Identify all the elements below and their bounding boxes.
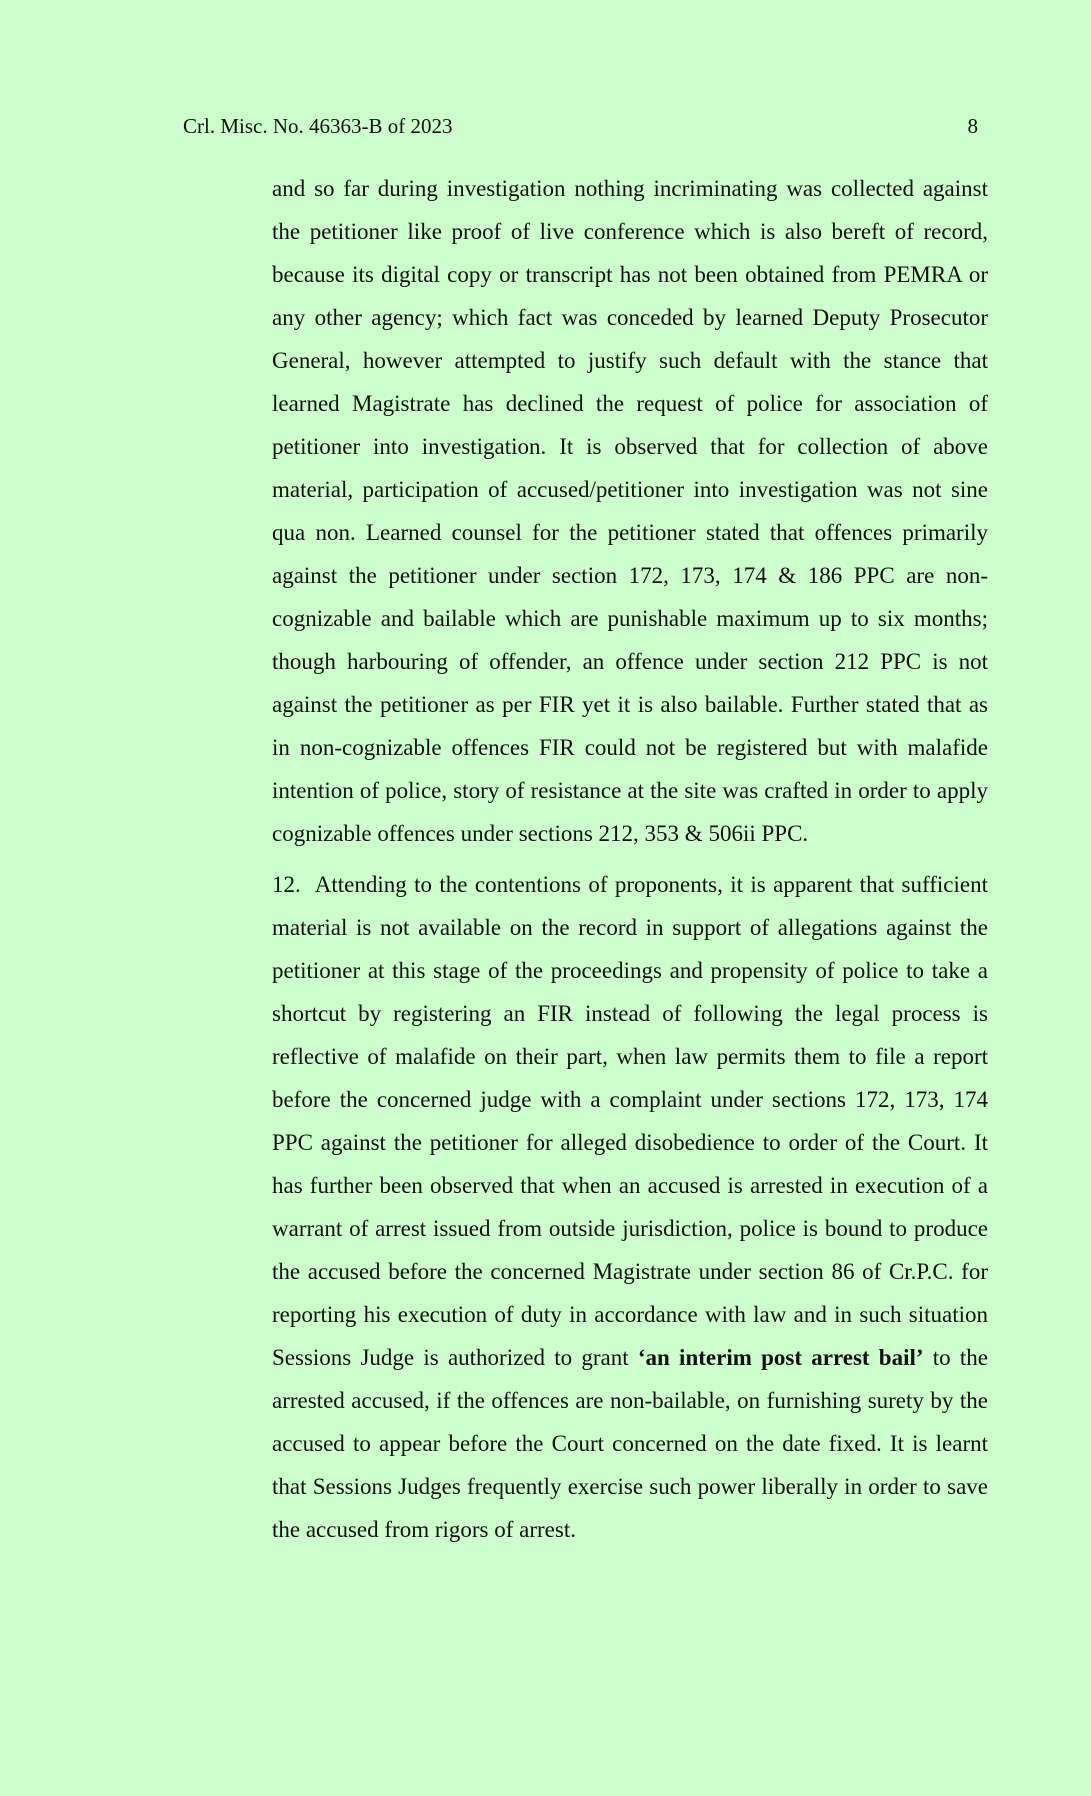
paragraph-text-before: Attending to the contentions of proponents, it is apparent that sufficient material is not available on the record in support of allegations against the petitioner at this stage of the proceedings and propensity of police to take a shortcut by registering an FIR instead of following the legal process is reflective of malafide on their part, when law permits them to file a report before the concerned judge with a complaint under sections 172, 173, 174 PPC against the petitioner for alleged disobedience to order of the Court. It has further been observed that when an accused is arrested in execution of a warrant of arrest issued from outside jurisdiction, police is bound to produce the accused before the concerned Magistrate under section 86 of Cr.P.C. for reporting his execution of duty in accordance with law and in such situation Sessions Judge is authorized to grant [272, 872, 988, 1370]
page-number: 8 [967, 114, 978, 138]
paragraph-number: 12. [272, 872, 301, 897]
document-body [272, 167, 988, 1551]
case-number: Crl. Misc. No. 46363-B of 2023 [183, 114, 453, 138]
bold-phrase: ‘an interim post arrest bail’ [637, 1345, 924, 1370]
paragraph-text-after: to the arrested accused, if the offences are non-bailable, on furnishing surety by the accused to appear before the Court concerned on the date fixed. It is learnt that Sessions Judges frequently exercise such power liberally in order to save the accused from rigors of arrest. [272, 1345, 988, 1542]
paragraph-continued: and so far during investigation nothing incriminating was collected against the petitioner like proof of live conference which is also bereft of record, because its digital copy or transcript has not been obtained from PEMRA or any other agency; which fact was conceded by learned Deputy Prosecutor General, however attempted to justify such default with the stance that learned Magistrate has declined the request of police for association of petitioner into investigation. It is observed that for collection of above material, participation of accused/petitioner into investigation was not sine qua non. Learned counsel for the petitioner stated that offences primarily against the petitioner under section 172, 173, 174 & 186 PPC are non-cognizable and bailable which are punishable maximum up to six months; though harbouring of offender, an offence under section 212 PPC is not against the petitioner as per FIR yet it is also bailable. Further stated that as in non-cognizable offences FIR could not be registered but with malafide intention of police, story of resistance at the site was crafted in order to apply cognizable offences under sections 212, 353 & 506ii PPC. [272, 176, 988, 846]
paragraph-12 [272, 863, 988, 1551]
page-header [183, 112, 978, 140]
